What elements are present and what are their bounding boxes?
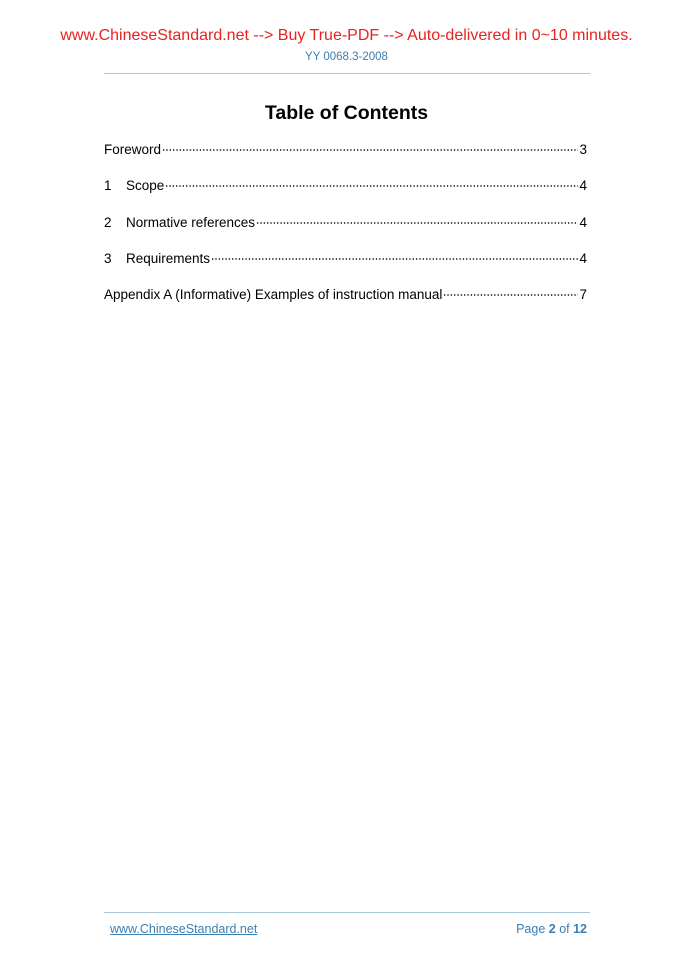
- toc-entry-page: 4: [579, 214, 587, 230]
- toc-entry-requirements[interactable]: [104, 251, 587, 287]
- promo-banner[interactable]: www.ChineseStandard.net --> Buy True-PDF --> Auto-delivered in 0~10 minutes.: [60, 27, 633, 44]
- toc-entry-page: 7: [579, 287, 587, 303]
- footer-site-link[interactable]: www.ChineseStandard.net: [110, 922, 258, 936]
- document-code: YY 0068.3-2008: [305, 51, 388, 63]
- page-prefix: Page: [516, 922, 549, 936]
- page-separator: of: [555, 922, 574, 936]
- toc-entry-number: 2: [104, 214, 112, 230]
- toc-entry-label: Scope: [126, 178, 165, 194]
- header-divider: [104, 73, 590, 74]
- toc-entry-label: Requirements: [126, 250, 211, 266]
- toc-dot-leader: [256, 222, 578, 224]
- toc-entry-number: 3: [104, 250, 112, 266]
- toc-entry-scope[interactable]: [104, 178, 587, 214]
- toc-entry-page: 3: [579, 142, 587, 157]
- toc-entry-label: Appendix A (Informative) Examples of instruction manual: [104, 287, 443, 303]
- toc-entry-label: Foreword: [104, 142, 162, 157]
- toc-entry-appendix-a[interactable]: [104, 287, 587, 323]
- toc-dot-leader: [165, 185, 578, 187]
- toc-entry-label: Normative references: [126, 214, 256, 230]
- footer-divider: [104, 912, 590, 913]
- toc-dot-leader: [211, 258, 578, 260]
- table-of-contents: [104, 142, 587, 323]
- page-current: 2: [548, 922, 556, 936]
- toc-title: Table of Contents: [264, 102, 429, 124]
- toc-entry-foreword[interactable]: [104, 142, 587, 178]
- toc-dot-leader: [162, 149, 578, 151]
- page-indicator: [516, 922, 587, 936]
- page-total: 12: [573, 922, 587, 936]
- toc-dot-leader: [443, 294, 578, 296]
- toc-entry-page: 4: [579, 250, 587, 266]
- toc-entry-number: 1: [104, 178, 112, 194]
- toc-entry-page: 4: [579, 178, 587, 194]
- toc-entry-normative-references[interactable]: [104, 215, 587, 251]
